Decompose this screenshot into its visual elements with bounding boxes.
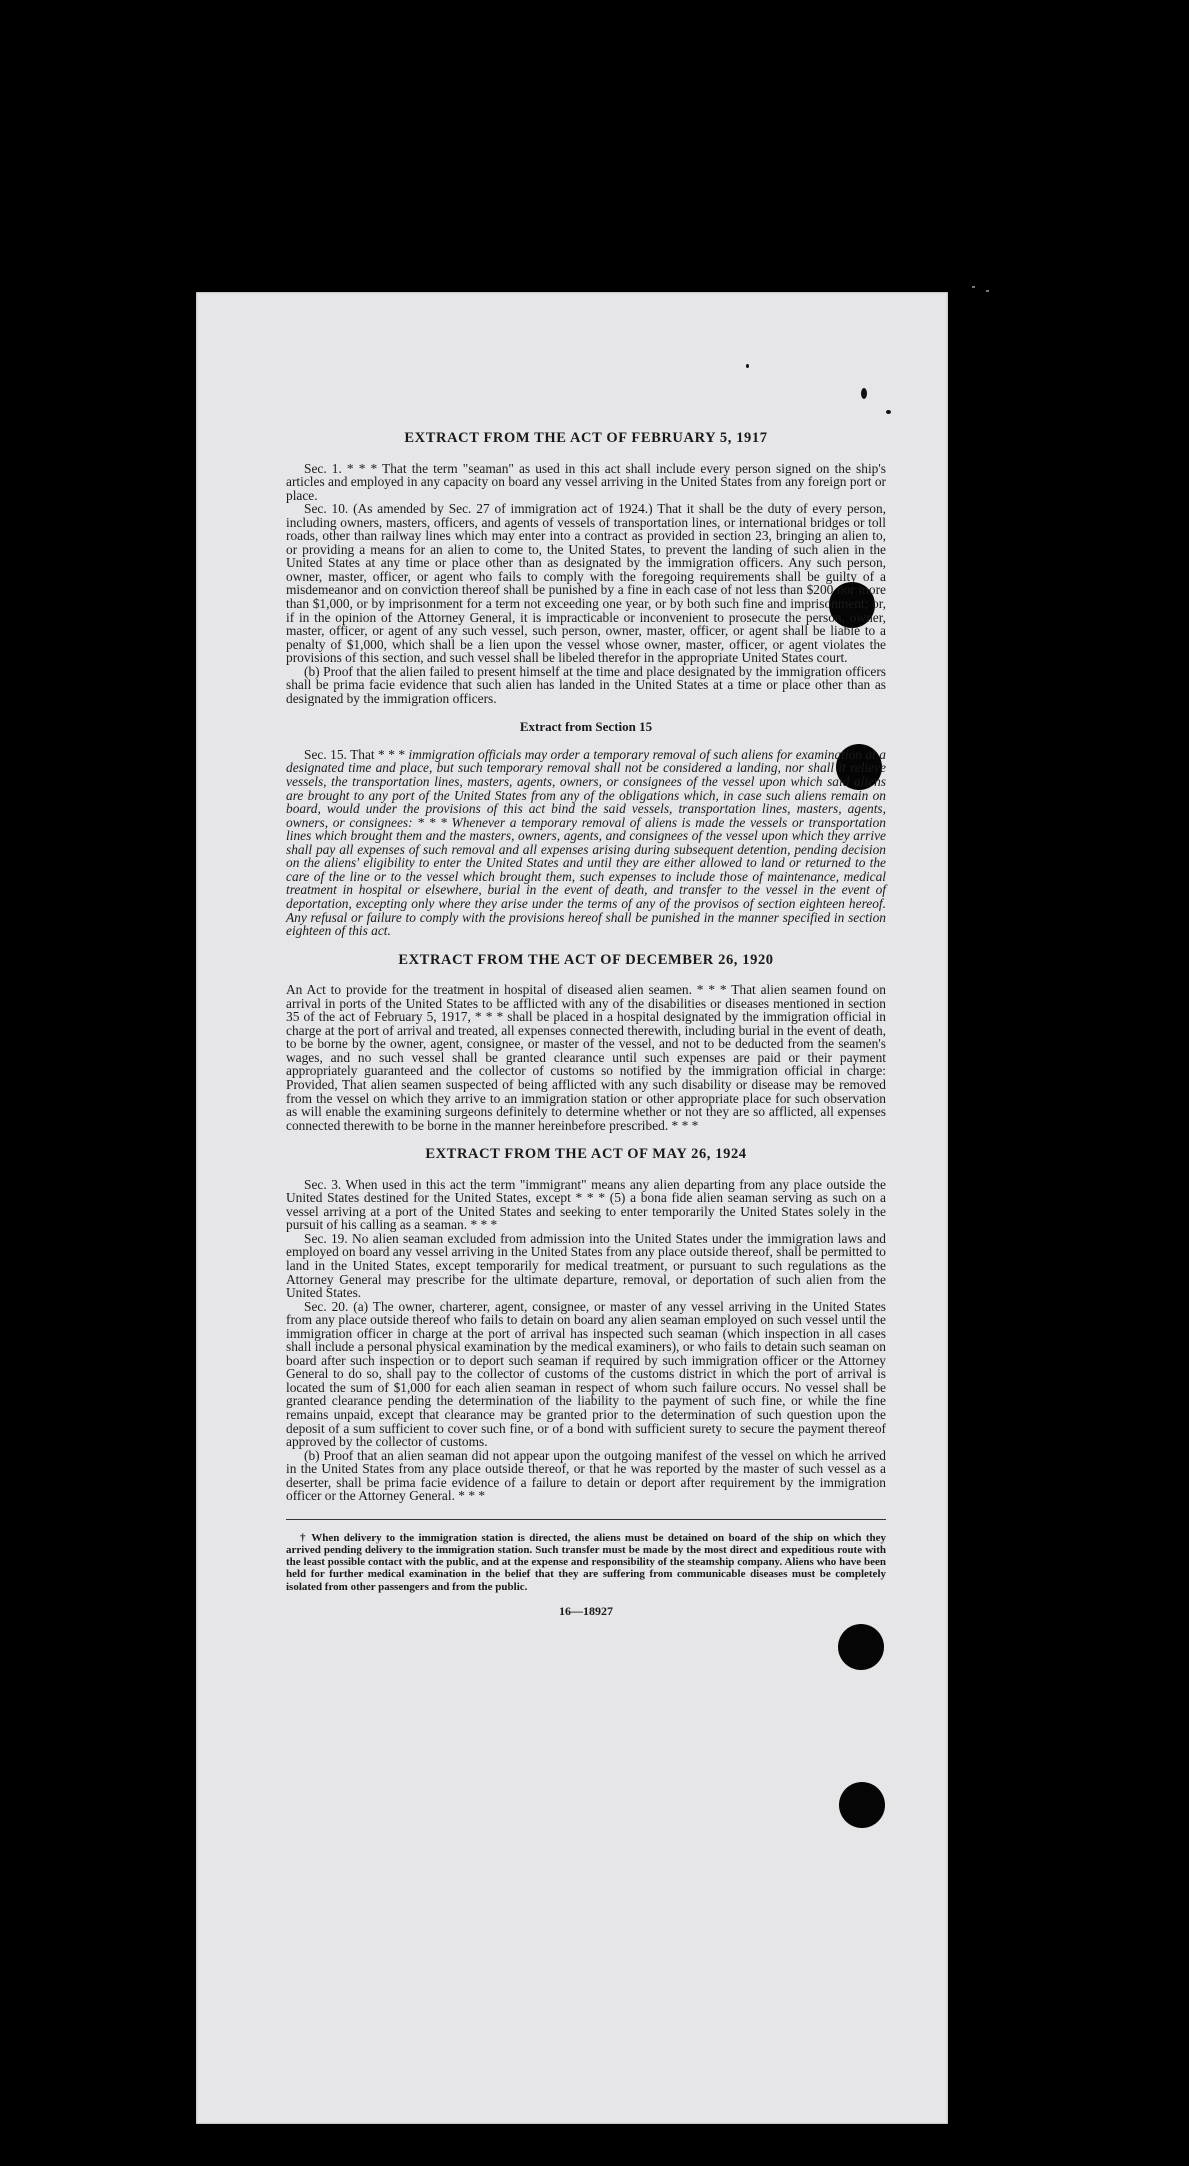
heading-act-1924: EXTRACT FROM THE ACT OF MAY 26, 1924 [425, 1146, 747, 1163]
speck-mark [861, 388, 867, 399]
punch-hole [838, 1624, 884, 1670]
form-number: 16—18927 [559, 1603, 613, 1618]
footnote-divider [286, 1519, 886, 1520]
act-1920-text: An Act to provide for the treatment in hospital of diseased alien seamen. * * * That alien seamen found on arrival in ports of the United States to be afflicted with any of the disabilities or diseases mentioned in section 35 of the act of February 5, 1917, * * * shall be placed in a hospital designated by the immigration official in charge at the port of arrival and treated, all expenses connected therewith, including burial in the event of death, to be borne by the owner, agent, consignee, or master of the vessel, and not to be deducted from the seamen's wages, and no such vessel shall be granted clearance until such expenses are paid or their payment appropriately guaranteed and the collector of customs so notified by the immigration official in charge: Provided, That alien seamen suspected of being afflicted with any such disability or disease may be removed from the vessel on which they arrive to an immigration station or other appropriate place for such observation as will enable the examining surgeons definitely to determine whether or not they are so afflicted, all expenses connected therewith to be borne in the manner hereinbefore prescribed. * * * [286, 982, 886, 1133]
section-1: Sec. 1. * * * That the term "seaman" as used in this act shall include every person signed on the ship's articles and employed in any capacity on board any vessel arriving in the United States from any foreign port or place. [286, 460, 886, 503]
speck-mark [746, 364, 749, 368]
section-10-b: (b) Proof that the alien failed to present himself at the time and place designated by the immigration officers shall be prima facie evidence that such alien has landed in the United States at a time or place other than as designated by the immigration officers. [286, 663, 886, 706]
document-page [196, 292, 948, 2124]
speck-mark [886, 410, 891, 414]
punch-hole [839, 1782, 885, 1828]
subheading-section-15: Extract from Section 15 [519, 719, 653, 735]
edge-mark [972, 286, 975, 288]
section-3: Sec. 3. When used in this act the term "immigrant" means any alien departing from any place outside the United States destined for the United States, except * * * (5) a bona fide alien seaman serving as such on a vessel arriving at a port of the United States and seeking to enter temporarily the United States solely in the pursuit of his calling as a seaman. * * * [286, 1176, 886, 1233]
section-15-prefix: Sec. 15. That * * * [304, 746, 409, 762]
section-15-text: immigration officials may order a temporary removal of such aliens for examination at a designated time and place, but such temporary removal shall not be considered a landing, nor shall it relieve vessels, the transportation lines, masters, agents, owners, or consignees of the vessel upon which said aliens are brought to any port of the United States from any of the obligations which, in case such aliens remain on board, would under the provisions of this act bind the said vessels, transportation lines, masters, agents, owners, or consignees: * * * Whenever a temporary removal of aliens is made the vessels or transportation lines which brought them and the masters, owners, agents, and consignees of the vessel upon which they arrive shall pay all expenses of such removal and all expenses arising during subsequent detention, pending decision on the aliens' eligibility to enter the United States and until they are either allowed to land or returned to the care of the line or to the vessel which brought them, such expenses to include those of maintenance, medical treatment in hospital or elsewhere, burial in the event of death, and transfer to the vessel in the event of deportation, excepting only where they arise under the terms of any of the provisos of section eighteen hereof. Any refusal or failure to comply with the provisions hereof shall be punished in the manner specified in section eighteen of this act. [286, 746, 886, 939]
section-20-a: Sec. 20. (a) The owner, charterer, agent, consignee, or master of any vessel arriving in the United States from any place outside thereof who fails to detain on board any alien seaman employed on such vessel until the immigration officer in charge at the port of arrival has inspected such seaman (which inspection in all cases shall include a personal physical examination by the medical examiners), or who fails to detain such seaman on board after such inspection or to deport such seaman if required by such immigration officer or the Attorney General to do so, shall pay to the collector of customs of the customs district in which the port of arrival is located the sum of $1,000 for each alien seaman in respect of whom such failure occurs. No vessel shall be granted clearance pending the determination of the liability to the payment of such fine, or while the fine remains unpaid, except that clearance may be granted prior to the determination of such question upon the deposit of a sum sufficient to cover such fine, or of a bond with sufficient surety to secure the payment thereof approved by the collector of customs. [286, 1298, 886, 1450]
section-19: Sec. 19. No alien seaman excluded from admission into the United States under the immigration laws and employed on board any vessel arriving in the United States from any place outside thereof, shall be permitted to land in the United States, except temporarily for medical treatment, or pursuant to such regulations as the Attorney General may prescribe for the ultimate departure, removal, or deportation of such alien from the United States. [286, 1230, 886, 1301]
footnote: † When delivery to the immigration station is directed, the aliens must be detained on board of the ship on which they arrived pending delivery to the immigration station. Such transfer must be made by the most direct and expeditious route with the least possible contact with the public, and at the expense and responsibility of the steamship company. Aliens who have been held for further medical examination in the belief that they are suffering from communicable diseases must be completely isolated from other passengers and from the public. [286, 1531, 886, 1593]
edge-mark [986, 290, 989, 292]
section-20-b: (b) Proof that an alien seaman did not appear upon the outgoing manifest of the vessel on which he arrived in the United States from any place outside thereof, or that he was reported by the master of such vessel as a deserter, shall be prima facie evidence of a failure to detain or deport after requirement by the immigration officer or the Attorney General. * * * [286, 1447, 886, 1504]
document-body [286, 432, 886, 1618]
heading-act-1920: EXTRACT FROM THE ACT OF DECEMBER 26, 1920 [398, 951, 774, 968]
section-10: Sec. 10. (As amended by Sec. 27 of immigration act of 1924.) That it shall be the duty of every person, including owners, masters, officers, and agents of vessels of transportation lines, or international bridges or toll roads, other than railway lines which may enter into a contract as provided in section 23, bringing an alien to, or providing a means for an alien to come to, the United States, to prevent the landing of such alien in the United States at any time or place other than as designated by the immigration officers. Any such person, owner, master, officer, or agent who fails to comply with the foregoing requirements shall be guilty of a misdemeanor and on conviction thereof shall be punished by a fine in each case of not less than $200 nor more than $1,000, or by imprisonment for a term not exceeding one year, or by both such fine and imprisonment; or, if in the opinion of the Attorney General, it is impracticable or inconvenient to prosecute the person, owner, master, officer, or agent of any such vessel, such person, owner, master, officer, or agent shall be liable to a penalty of $1,000, which shall be a lien upon the vessel whose owner, master, officer, or agent violates the provisions of this section, and such vessel shall be libeled therefor in the appropriate United States court. [286, 501, 886, 666]
section-15 [286, 748, 886, 938]
heading-act-1917: EXTRACT FROM THE ACT OF FEBRUARY 5, 1917 [404, 430, 768, 446]
